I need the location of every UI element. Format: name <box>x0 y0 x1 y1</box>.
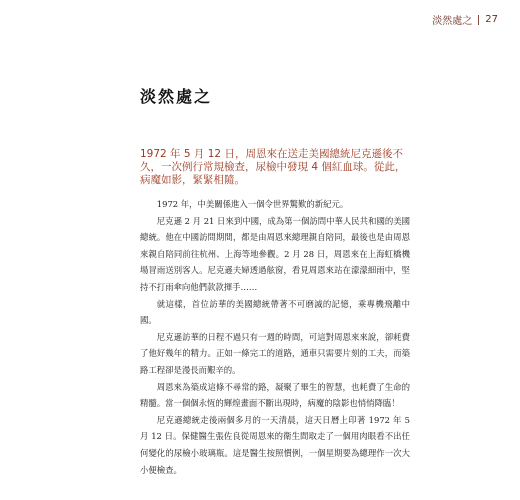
running-title: 淡然處之 <box>432 16 473 27</box>
pull-quote: 1972 年 5 月 12 日，周恩來在送走美國總統尼克遜後不久，一次例行常規檢查，尿檢中發現 4 個紅血球。從此，病魔如影，緊緊相隨。 <box>140 148 406 186</box>
paragraph: 尼克遜總統走後兩個多月的一天清晨，這天日曆上印著 1972 年 5 月 12 日。保健醫生張佐良從周恩來的衛生間取走了一個用肉眼看不出任何變化的尿檢小玻璃瓶。這是醫生按照慣例，一個星期要為總理作一次大小便檢查。 <box>140 414 410 475</box>
page-number: 27 <box>485 14 498 25</box>
paragraph: 尼克遜 2 月 21 日來到中國，成為第一個訪問中華人民共和國的美國總統。他在中國訪問期間，都是由周恩來總理親自陪同，最後也是由周恩來親自陪同前往杭州、上海等地參觀。2 月 28 日，周恩來在上海虹橋機場冒雨送別客人。尼克遜夫婦透過舷窗，看見周恩來站在濛濛細雨中，堅持不打雨傘向他們款款揮手…… <box>140 215 410 292</box>
header-divider <box>478 15 479 25</box>
paragraph: 尼克遜訪華的日程不過只有一週的時間，可這對周恩來來說，卻耗費了他好幾年的精力。正如一條完工的道路，通車只需要片刻的工夫，而築路工程卻是漫長而艱辛的。 <box>140 331 410 375</box>
body-text <box>140 196 410 478</box>
chapter-title: 淡然處之 <box>140 87 213 106</box>
paragraph: 周恩來為築成這條不尋常的路，凝聚了畢生的智慧，也耗費了生命的精髓。當一個個永恆的輝煌畫面不斷出現時，病魔的陰影也悄悄降臨！ <box>140 381 410 409</box>
running-header <box>432 12 498 27</box>
paragraph: 1972 年，中美關係進入一個令世界驚歎的新紀元。 <box>156 199 349 209</box>
paragraph: 就這樣，首位訪華的美國總統帶著不可磨滅的記憶，乘專機飛離中國。 <box>140 298 410 326</box>
